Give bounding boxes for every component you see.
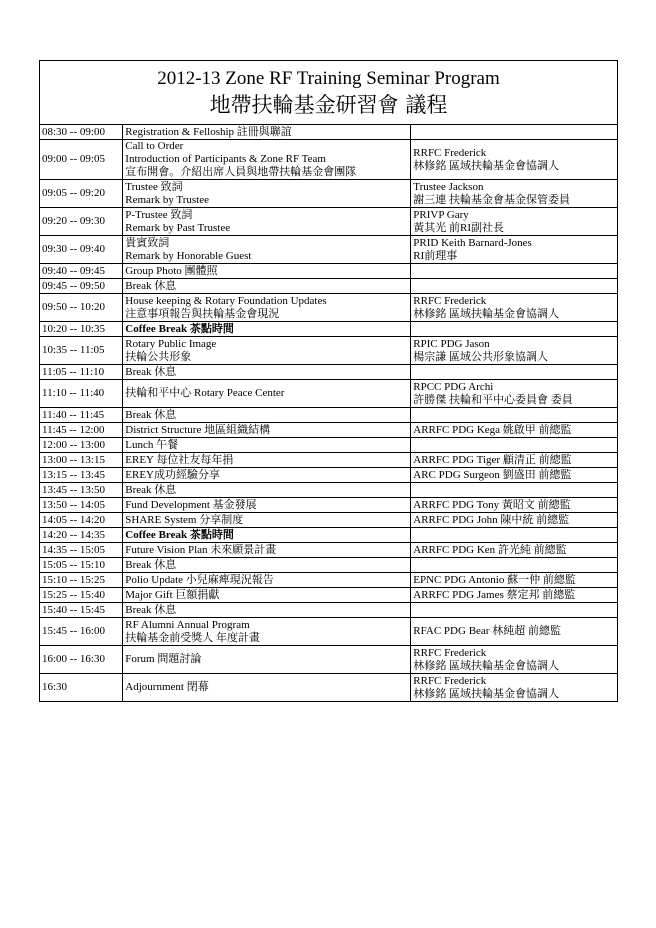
program-line: Break 休息 — [125, 558, 177, 571]
program-line: 扶輪基金前受獎人 年度計畫 — [125, 631, 261, 644]
agenda-row — [40, 646, 618, 674]
presenter-line: RI前理事 — [413, 249, 458, 262]
agenda-row — [40, 573, 618, 588]
presenter-line: 林修銘 區域扶輪基金會協調人 — [413, 687, 560, 700]
program-line: P-Trustee 致詞 — [125, 208, 193, 221]
presenter-line: RPCC PDG Archi — [413, 380, 494, 393]
agenda-row — [40, 423, 618, 438]
agenda-row — [40, 674, 618, 702]
presenter-line: 楊宗謙 區域公共形象協調人 — [413, 350, 549, 363]
program-cell — [123, 125, 411, 140]
agenda-row — [40, 279, 618, 294]
program-line: Coffee Break 茶點時間 — [125, 322, 234, 335]
agenda-document — [39, 60, 618, 702]
program-cell — [123, 423, 411, 438]
agenda-row — [40, 438, 618, 453]
agenda-row — [40, 498, 618, 513]
presenter-cell — [411, 423, 618, 438]
time-cell: 10:20 -- 10:35 — [40, 322, 123, 337]
program-cell — [123, 236, 411, 264]
time-cell: 14:05 -- 14:20 — [40, 513, 123, 528]
agenda-row — [40, 408, 618, 423]
program-cell — [123, 528, 411, 543]
program-line: Remark by Past Trustee — [125, 221, 231, 234]
time-cell: 13:00 -- 13:15 — [40, 453, 123, 468]
program-line: District Structure 地區組織結構 — [125, 423, 271, 436]
time-cell: 15:45 -- 16:00 — [40, 618, 123, 646]
program-cell — [123, 208, 411, 236]
agenda-table — [39, 124, 618, 702]
agenda-row — [40, 483, 618, 498]
presenter-line: PRID Keith Barnard-Jones — [413, 236, 532, 249]
presenter-cell — [411, 236, 618, 264]
presenter-line: ARRFC PDG Tony 黃昭文 前總監 — [413, 498, 571, 511]
program-cell — [123, 573, 411, 588]
agenda-row — [40, 543, 618, 558]
presenter-cell — [411, 322, 618, 337]
agenda-row — [40, 264, 618, 279]
agenda-row — [40, 365, 618, 380]
program-cell — [123, 498, 411, 513]
presenter-cell — [411, 438, 618, 453]
program-cell — [123, 337, 411, 365]
program-cell — [123, 380, 411, 408]
presenter-line: 謝三連 扶輪基金會基金保管委員 — [413, 193, 571, 206]
presenter-line: RRFC Frederick — [413, 646, 487, 659]
program-line: Group Photo 團體照 — [125, 264, 218, 277]
presenter-cell — [411, 380, 618, 408]
agenda-row — [40, 618, 618, 646]
program-line: SHARE System 分享制度 — [125, 513, 244, 526]
agenda-row — [40, 588, 618, 603]
program-line: Break 休息 — [125, 408, 177, 421]
agenda-row — [40, 453, 618, 468]
time-cell: 08:30 -- 09:00 — [40, 125, 123, 140]
program-cell — [123, 513, 411, 528]
presenter-cell — [411, 264, 618, 279]
presenter-cell — [411, 498, 618, 513]
program-line: EREY成功經驗分享 — [125, 468, 221, 481]
presenter-cell — [411, 140, 618, 180]
presenter-line: RRFC Frederick — [413, 294, 487, 307]
agenda-row — [40, 558, 618, 573]
presenter-cell — [411, 513, 618, 528]
program-line: RF Alumni Annual Program — [125, 618, 250, 631]
program-line: Polio Update 小兒麻痺現況報告 — [125, 573, 274, 586]
time-cell: 09:50 -- 10:20 — [40, 294, 123, 322]
agenda-row — [40, 236, 618, 264]
presenter-cell — [411, 558, 618, 573]
time-cell: 09:45 -- 09:50 — [40, 279, 123, 294]
program-cell — [123, 408, 411, 423]
program-line: 注意事項報告與扶輪基金會現況 — [125, 307, 280, 320]
program-line: 扶輪和平中心 Rotary Peace Center — [125, 387, 285, 399]
time-cell: 09:05 -- 09:20 — [40, 180, 123, 208]
presenter-line: ARRFC PDG John 陳中統 前總監 — [413, 513, 570, 526]
program-line: Remark by Trustee — [125, 193, 210, 206]
program-line: EREY 每位社友每年捐 — [125, 453, 234, 466]
time-cell: 09:20 -- 09:30 — [40, 208, 123, 236]
program-cell — [123, 264, 411, 279]
presenter-cell — [411, 588, 618, 603]
agenda-row — [40, 380, 618, 408]
program-cell — [123, 646, 411, 674]
time-cell: 13:15 -- 13:45 — [40, 468, 123, 483]
presenter-cell — [411, 483, 618, 498]
presenter-line: ARRFC PDG James 蔡定邦 前總監 — [413, 588, 576, 601]
presenter-line: Trustee Jackson — [413, 180, 484, 193]
presenter-cell — [411, 468, 618, 483]
program-cell — [123, 279, 411, 294]
presenter-line: RRFC Frederick — [413, 146, 487, 159]
time-cell: 16:00 -- 16:30 — [40, 646, 123, 674]
program-cell — [123, 603, 411, 618]
program-line: Forum 問題討論 — [125, 653, 202, 665]
program-cell — [123, 365, 411, 380]
agenda-row — [40, 468, 618, 483]
presenter-cell — [411, 408, 618, 423]
presenter-line: 林修銘 區域扶輪基金會協調人 — [413, 159, 560, 172]
program-cell — [123, 453, 411, 468]
program-cell — [123, 558, 411, 573]
presenter-cell — [411, 208, 618, 236]
presenter-line: 黃其光 前RI副社長 — [413, 221, 505, 234]
presenter-cell — [411, 180, 618, 208]
presenter-line: 許勝傑 扶輪和平中心委員會 委員 — [413, 393, 573, 406]
program-line: Registration & Felloship 註冊與聯誼 — [125, 125, 292, 138]
agenda-row — [40, 603, 618, 618]
program-line: Introduction of Participants & Zone RF Team — [125, 153, 326, 165]
presenter-line: ARRFC PDG Tiger 顧清正 前總監 — [413, 453, 572, 466]
program-line: Coffee Break 茶點時間 — [125, 528, 234, 541]
time-cell: 10:35 -- 11:05 — [40, 337, 123, 365]
time-cell: 13:45 -- 13:50 — [40, 483, 123, 498]
agenda-row — [40, 513, 618, 528]
program-cell — [123, 140, 411, 180]
program-line: Major Gift 巨額捐獻 — [125, 588, 220, 601]
time-cell: 09:40 -- 09:45 — [40, 264, 123, 279]
presenter-cell — [411, 294, 618, 322]
program-line: Fund Development 基金發展 — [125, 498, 257, 511]
presenter-line: 林修銘 區域扶輪基金會協調人 — [413, 307, 560, 320]
presenter-cell — [411, 528, 618, 543]
program-line: 貴賓致詞 — [125, 236, 170, 249]
program-cell — [123, 322, 411, 337]
time-cell: 15:25 -- 15:40 — [40, 588, 123, 603]
title-block — [39, 60, 618, 124]
presenter-line: PRIVP Gary — [413, 208, 469, 221]
presenter-cell — [411, 603, 618, 618]
time-cell: 12:00 -- 13:00 — [40, 438, 123, 453]
title-chinese: 地帶扶輪基金研習會 議程 — [209, 92, 448, 117]
program-line: Lunch 午餐 — [125, 438, 179, 451]
presenter-cell — [411, 453, 618, 468]
program-cell — [123, 180, 411, 208]
time-cell: 13:50 -- 14:05 — [40, 498, 123, 513]
presenter-cell — [411, 125, 618, 140]
presenter-line: 林修銘 區域扶輪基金會協調人 — [413, 659, 560, 672]
presenter-cell — [411, 543, 618, 558]
agenda-row — [40, 180, 618, 208]
program-cell — [123, 468, 411, 483]
program-cell — [123, 543, 411, 558]
presenter-line: EPNC PDG Antonio 蘇一仲 前總監 — [413, 573, 576, 586]
program-line: Rotary Public Image — [125, 337, 217, 350]
program-line: Call to Order — [125, 140, 184, 152]
presenter-line: RFAC PDG Bear 林純超 前總監 — [413, 625, 561, 637]
presenter-cell — [411, 337, 618, 365]
time-cell: 09:00 -- 09:05 — [40, 140, 123, 180]
time-cell: 11:45 -- 12:00 — [40, 423, 123, 438]
time-cell: 11:40 -- 11:45 — [40, 408, 123, 423]
agenda-row — [40, 322, 618, 337]
program-line: Remark by Honorable Guest — [125, 249, 252, 262]
program-line: Break 休息 — [125, 365, 177, 378]
presenter-line: ARC PDG Surgeon 劉盛田 前總監 — [413, 468, 572, 481]
time-cell: 15:05 -- 15:10 — [40, 558, 123, 573]
program-line: Adjournment 閉幕 — [125, 681, 209, 693]
program-cell — [123, 438, 411, 453]
agenda-row — [40, 337, 618, 365]
presenter-line: ARRFC PDG Ken 許光純 前總監 — [413, 543, 567, 556]
program-line: Break 休息 — [125, 483, 177, 496]
agenda-row — [40, 528, 618, 543]
title-english: 2012-13 Zone RF Training Seminar Program — [157, 67, 500, 89]
time-cell: 09:30 -- 09:40 — [40, 236, 123, 264]
program-line: Future Vision Plan 未來願景計畫 — [125, 543, 277, 556]
program-line: Break 休息 — [125, 279, 177, 292]
agenda-row — [40, 208, 618, 236]
presenter-line: RPIC PDG Jason — [413, 337, 490, 350]
agenda-body — [40, 125, 618, 702]
program-line: 扶輪公共形象 — [125, 350, 192, 363]
program-cell — [123, 618, 411, 646]
program-line: Trustee 致詞 — [125, 180, 183, 193]
program-line: House keeping & Rotary Foundation Updates — [125, 294, 327, 307]
program-cell — [123, 588, 411, 603]
time-cell: 15:40 -- 15:45 — [40, 603, 123, 618]
time-cell: 11:05 -- 11:10 — [40, 365, 123, 380]
presenter-line: RRFC Frederick — [413, 674, 487, 687]
presenter-cell — [411, 573, 618, 588]
presenter-line: ARRFC PDG Kega 姚啟甲 前總監 — [413, 423, 572, 436]
presenter-cell — [411, 279, 618, 294]
time-cell: 14:35 -- 15:05 — [40, 543, 123, 558]
program-cell — [123, 294, 411, 322]
agenda-row — [40, 140, 618, 180]
time-cell: 14:20 -- 14:35 — [40, 528, 123, 543]
presenter-cell — [411, 674, 618, 702]
program-cell — [123, 674, 411, 702]
time-cell: 11:10 -- 11:40 — [40, 380, 123, 408]
presenter-cell — [411, 646, 618, 674]
presenter-cell — [411, 618, 618, 646]
program-line: 宣布開會。介紹出席人員與地帶扶輪基金會團隊 — [125, 166, 357, 178]
time-cell: 16:30 — [40, 674, 123, 702]
presenter-cell — [411, 365, 618, 380]
program-cell — [123, 483, 411, 498]
agenda-row — [40, 294, 618, 322]
program-line: Break 休息 — [125, 603, 177, 616]
time-cell: 15:10 -- 15:25 — [40, 573, 123, 588]
agenda-row — [40, 125, 618, 140]
